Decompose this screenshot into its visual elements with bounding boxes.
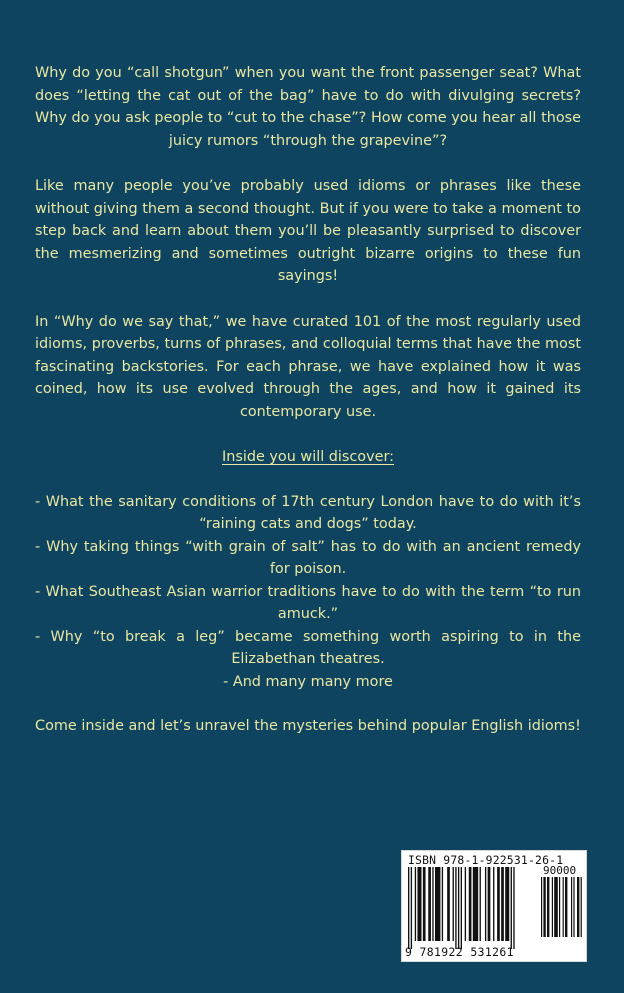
barcode-bar <box>473 867 478 941</box>
barcode-bar <box>501 867 504 941</box>
barcode-bar <box>511 867 512 949</box>
barcode-bar <box>513 867 514 949</box>
barcode-bar <box>480 867 481 941</box>
barcode-bar <box>408 867 409 949</box>
list-item: - What the sanitary conditions of 17th century London have to do with it’s “raining cats and dogs” today. <box>35 493 581 532</box>
price-barcode-bars <box>541 877 583 945</box>
list-item: - And many many more <box>223 673 393 690</box>
intro-paragraph: Why do you “call shotgun” when you want the front passenger seat? What does “letting the cat out of the bag” have to do with divulging secrets? Why do you ask people to “cut to the chase”? How come you hear all those juicy rumors “through the grapevine”? <box>35 65 581 149</box>
barcode-bar <box>571 877 572 937</box>
barcode-bar <box>428 867 431 941</box>
barcode-bar <box>541 877 542 937</box>
barcode-bar <box>465 867 466 941</box>
barcode-bar <box>573 877 574 937</box>
barcode-bars <box>408 867 536 949</box>
isbn-barcode <box>401 850 587 962</box>
discover-heading: Inside you will discover: <box>221 449 394 465</box>
closing-paragraph: Come inside and let’s unravel the mysteries behind popular English idioms! <box>35 718 581 734</box>
barcode-bar <box>458 867 459 949</box>
idioms-paragraph: Like many people you’ve probably used idioms or phrases like these without giving them a second thought. But if you were to take a moment to step back and learn about them you’ll be pleasantly surprised to discover the mesmerizing and sometimes outright bizarre origins to these fun sayings! <box>35 178 581 284</box>
list-item: - What Southeast Asian warrior traditions have to do with the term “to run amuck.” <box>35 583 581 622</box>
list-item: - Why taking things “with grain of salt” has to do with an ancient remedy for poison. <box>35 538 581 577</box>
barcode-bar <box>559 877 560 937</box>
barcode-bar <box>547 877 549 937</box>
curated-paragraph: In “Why do we say that,” we have curated 101 of the most regularly used idioms, proverbs, turns of phrases, and colloquial terms that have the most fascinating backstories. For each phrase, we have explained how it was coined, how its use evolved through the ages, and how it gained its contemporary use. <box>35 313 581 420</box>
barcode-bar <box>432 867 433 941</box>
barcode-bar <box>581 877 582 937</box>
barcode-bar <box>461 867 462 949</box>
barcode-bar <box>453 867 454 941</box>
barcode-bar <box>455 867 456 949</box>
barcode-bar <box>442 867 443 941</box>
price-code: 90000 <box>543 864 577 877</box>
barcode-bar <box>435 867 440 941</box>
barcode-bar <box>423 867 426 941</box>
barcode-bar <box>577 877 579 937</box>
list-item: - Why “to break a leg” became something worth aspiring to in the Elizabethan theatres. <box>35 628 581 667</box>
barcode-bar <box>554 877 558 937</box>
barcode-bar <box>493 867 494 941</box>
ean-digits: 9 781922 531261 <box>405 945 514 959</box>
barcode-bar <box>543 877 545 937</box>
barcode-bar <box>563 877 564 937</box>
barcode-bar <box>417 867 421 941</box>
barcode-bar <box>447 867 450 941</box>
barcode-bar <box>552 877 553 937</box>
barcode-bar <box>505 867 509 941</box>
isbn-label: ISBN 978-1-922531-26-1 <box>408 853 564 867</box>
discover-list <box>35 491 581 694</box>
barcode-bar <box>485 867 486 941</box>
barcode-bar <box>565 877 567 937</box>
barcode-bar <box>488 867 491 941</box>
barcode-bar <box>497 867 500 941</box>
blurb-text <box>35 62 581 761</box>
barcode-bar <box>411 867 412 949</box>
barcode-bar <box>469 867 472 941</box>
barcode-bar <box>415 867 416 941</box>
